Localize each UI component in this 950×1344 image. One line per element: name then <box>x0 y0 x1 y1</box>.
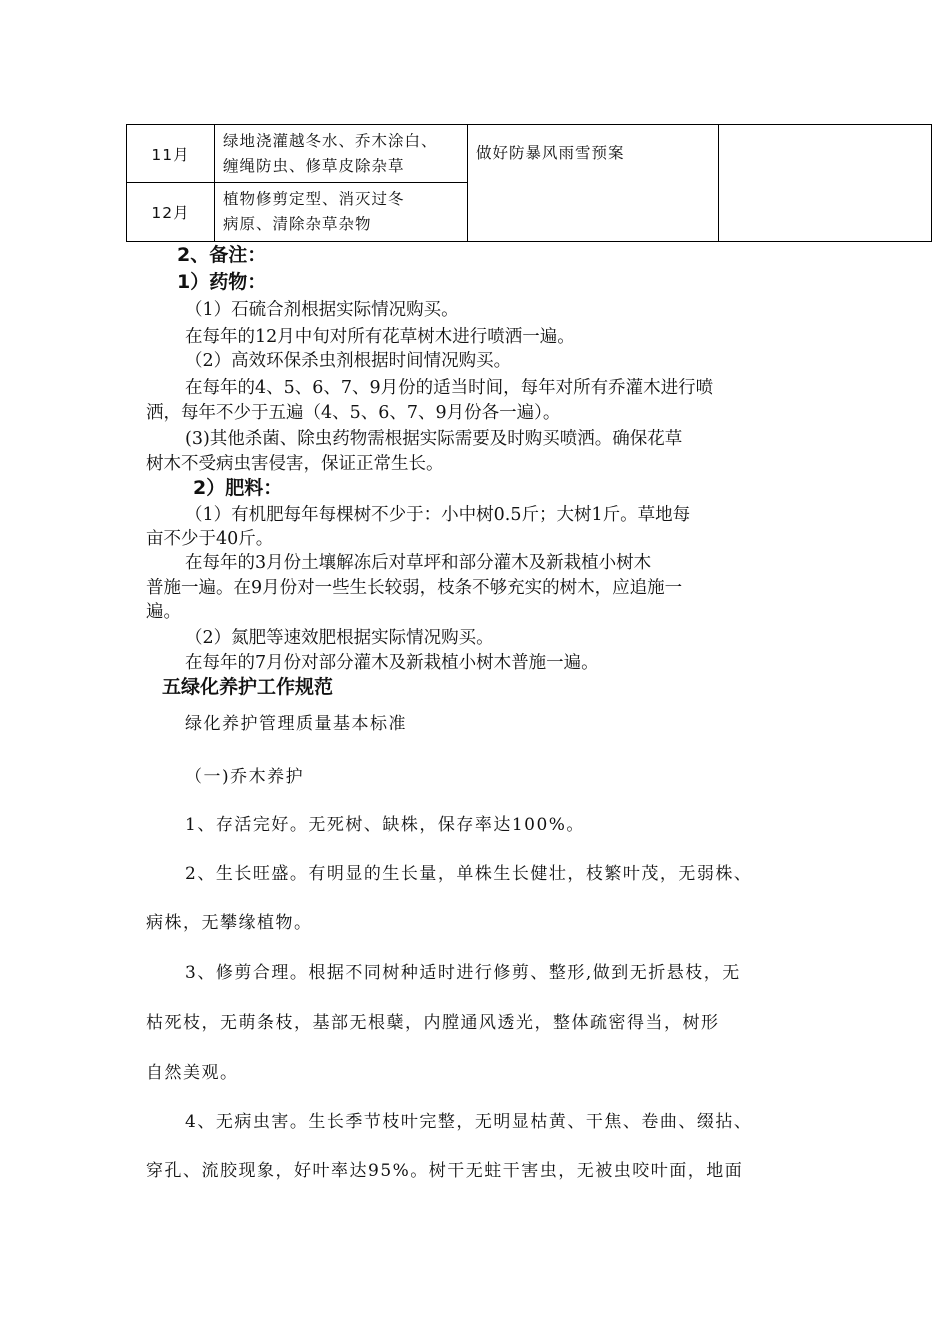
standard-line: 4、无病虫害。生长季节枝叶完整，无明显枯黄、干焦、卷曲、缀拈、 <box>185 1112 753 1132</box>
standard-line: 枯死枝，无萌条枝，基部无根蘖，内膛通风透光，整体疏密得当，树形 <box>146 1013 720 1033</box>
standard-line: 3、修剪合理。根据不同树种适时进行修剪、整形,做到无折悬枝，无 <box>185 963 741 983</box>
work-line: 植物修剪定型、消灭过冬 <box>223 190 405 208</box>
standard-line: 2、生长旺盛。有明显的生长量，单株生长健壮，枝繁叶茂，无弱株、 <box>185 864 753 884</box>
section-subtitle: 绿化养护管理质量基本标准 <box>185 714 407 734</box>
fertilizer-heading: 2）肥料： <box>193 477 283 499</box>
paragraph-line: (3)其他杀菌、除虫药物需根据实际需要及时购买喷洒。确保花草 <box>185 429 683 449</box>
table-row <box>127 125 932 183</box>
paragraph-line: 遍。 <box>146 602 181 622</box>
paragraph-line: （1）石硫合剂根据实际情况购买。 <box>185 300 459 320</box>
medicine-heading: 1）药物： <box>177 271 267 293</box>
standard-line: 穿孔、流胶现象，好叶率达95%。树干无蛀干害虫，无被虫咬叶面，地面 <box>146 1161 744 1181</box>
paragraph-line: 普施一遍。在9月份对一些生长较弱，枝条不够充实的树木，应追施一 <box>146 578 683 598</box>
note-cell <box>719 125 932 242</box>
paragraph-line: （1）有机肥每年每棵树不少于：小中树0.5斤；大树1斤。草地每 <box>185 505 691 525</box>
maintenance-schedule-table <box>126 124 932 242</box>
paragraph-line: （2）氮肥等速效肥根据实际情况购买。 <box>185 628 494 648</box>
work-line: 缠绳防虫、修草皮除杂草 <box>223 156 405 175</box>
paragraph-line: 在每年的12月中旬对所有花草树木进行喷洒一遍。 <box>185 327 575 347</box>
standard-line: 自然美观。 <box>146 1063 239 1083</box>
paragraph-line: 树木不受病虫害侵害，保证正常生长。 <box>146 454 444 474</box>
standard-line: 病株，无攀缘植物。 <box>146 913 313 933</box>
work-cell <box>215 125 468 183</box>
month-cell: 11月 <box>127 125 215 183</box>
paragraph-line: 亩不少于40斤。 <box>146 529 274 549</box>
paragraph-line: 洒，每年不少于五遍（4、5、6、7、9月份各一遍）。 <box>146 403 561 423</box>
remarks-title: 2、备注： <box>177 244 267 266</box>
work-line: 病原、清除杂草杂物 <box>223 215 372 233</box>
paragraph-line: 在每年的7月份对部分灌木及新栽植小树木普施一遍。 <box>185 653 599 673</box>
work-line: 绿地浇灌越冬水、乔木涂白、 <box>223 131 438 150</box>
paragraph-line: 在每年的3月份土壤解冻后对草坪和部分灌木及新栽植小树木 <box>185 553 652 573</box>
paragraph-line: （2）高效环保杀虫剂根据时间情况购买。 <box>185 351 512 371</box>
category-title: （一)乔木养护 <box>185 767 305 787</box>
standard-line: 1、存活完好。无死树、缺株，保存率达100%。 <box>185 815 585 835</box>
paragraph-line: 在每年的4、5、6、7、9月份的适当时间，每年对所有乔灌木进行喷 <box>185 378 714 398</box>
plan-cell: 做好防暴风雨雪预案 <box>468 125 719 242</box>
month-cell: 12月 <box>127 183 215 242</box>
section-heading: 五绿化养护工作规范 <box>162 676 334 698</box>
work-cell <box>215 183 468 242</box>
